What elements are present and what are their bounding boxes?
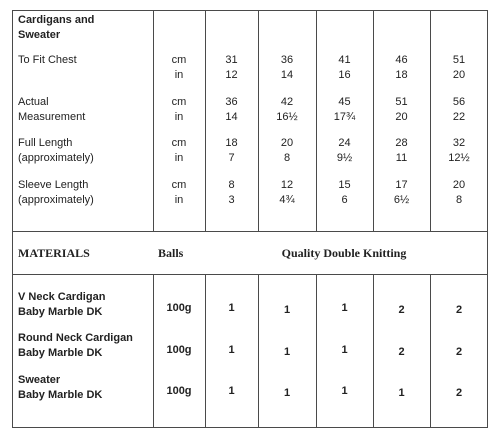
value-cm: 17	[395, 179, 408, 191]
ball-count: 2	[455, 304, 463, 316]
ball-count: 1	[228, 302, 235, 314]
measurement-label: Full Length	[18, 137, 73, 149]
value-cm: 45	[338, 96, 351, 108]
value-in: 6½	[393, 194, 410, 206]
value-in: 14	[280, 69, 294, 81]
value-in: 12	[225, 69, 238, 81]
value-cm: 20	[452, 179, 466, 191]
value-cm: 24	[338, 137, 351, 149]
ball-count: 2	[398, 304, 405, 316]
divider-materials-top	[12, 231, 488, 232]
ball-count: 1	[283, 346, 291, 358]
unit-in: in	[174, 69, 184, 81]
ball-count: 1	[341, 385, 348, 397]
unit-in: in	[174, 111, 184, 123]
value-in: 11	[395, 152, 408, 164]
value-cm: 20	[280, 137, 294, 149]
value-cm: 36	[280, 54, 294, 66]
garment-name: Sweater	[18, 374, 61, 386]
value-cm: 56	[452, 96, 466, 108]
ball-weight: 100g	[166, 302, 192, 314]
value-in: 4¾	[279, 194, 295, 206]
value-in: 7	[228, 152, 235, 164]
value-cm: 51	[452, 54, 466, 66]
ball-count: 1	[341, 302, 348, 314]
value-in: 9½	[336, 152, 353, 164]
yarn-name: Baby Marble DK	[18, 347, 103, 359]
ball-count: 1	[283, 304, 291, 316]
unit-cm: cm	[171, 54, 187, 66]
value-in: 3	[228, 194, 235, 206]
value-cm: 28	[395, 137, 408, 149]
value-in: 20	[395, 111, 408, 123]
ball-count: 2	[455, 387, 463, 399]
divider-materials-bottom	[12, 274, 488, 275]
ball-count: 1	[398, 387, 405, 399]
value-in: 18	[395, 69, 408, 81]
table-title-line-2: Sweater	[18, 29, 61, 41]
value-cm: 42	[280, 96, 294, 108]
measurement-label: To Fit Chest	[18, 54, 77, 66]
value-cm: 32	[452, 137, 466, 149]
value-cm: 18	[225, 137, 238, 149]
value-in: 22	[452, 111, 466, 123]
unit-cm: cm	[171, 137, 187, 149]
value-cm: 31	[225, 54, 238, 66]
materials-heading: MATERIALS	[18, 246, 90, 260]
ball-count: 2	[455, 346, 463, 358]
unit-cm: cm	[171, 179, 187, 191]
value-in: 8	[283, 152, 291, 164]
garment-name: Round Neck Cardigan	[18, 332, 133, 344]
table-title-line-1: Cardigans and	[18, 14, 95, 26]
unit-cm: cm	[171, 96, 187, 108]
measurement-label-sub: (approximately)	[18, 152, 94, 164]
ball-count: 2	[398, 346, 405, 358]
balls-heading: Balls	[158, 246, 184, 260]
yarn-name: Baby Marble DK	[18, 389, 103, 401]
ball-count: 1	[228, 344, 235, 356]
value-cm: 12	[280, 179, 294, 191]
value-in: 20	[452, 69, 466, 81]
value-cm: 15	[338, 179, 351, 191]
measurement-label-sub: (approximately)	[18, 194, 94, 206]
quality-heading: Quality Double Knitting	[281, 246, 407, 260]
ball-count: 1	[341, 344, 348, 356]
value-in: 12½	[448, 152, 470, 164]
value-in: 14	[225, 111, 238, 123]
measurement-label: Sleeve Length	[18, 179, 89, 191]
value-cm: 46	[395, 54, 408, 66]
value-cm: 8	[228, 179, 235, 191]
value-cm: 36	[225, 96, 238, 108]
value-in: 6	[341, 194, 348, 206]
measurement-label-sub: Measurement	[18, 111, 86, 123]
unit-in: in	[174, 152, 184, 164]
ball-weight: 100g	[166, 385, 192, 397]
yarn-name: Baby Marble DK	[18, 306, 103, 318]
value-in: 17¾	[333, 111, 356, 123]
ball-weight: 100g	[166, 344, 192, 356]
value-cm: 41	[338, 54, 351, 66]
value-in: 16	[338, 69, 351, 81]
value-cm: 51	[395, 96, 408, 108]
measurement-label: Actual	[18, 96, 49, 108]
unit-in: in	[174, 194, 184, 206]
value-in: 8	[455, 194, 463, 206]
value-in: 16½	[276, 111, 298, 123]
ball-count: 1	[228, 385, 235, 397]
ball-count: 1	[283, 387, 291, 399]
garment-name: V Neck Cardigan	[18, 291, 106, 303]
